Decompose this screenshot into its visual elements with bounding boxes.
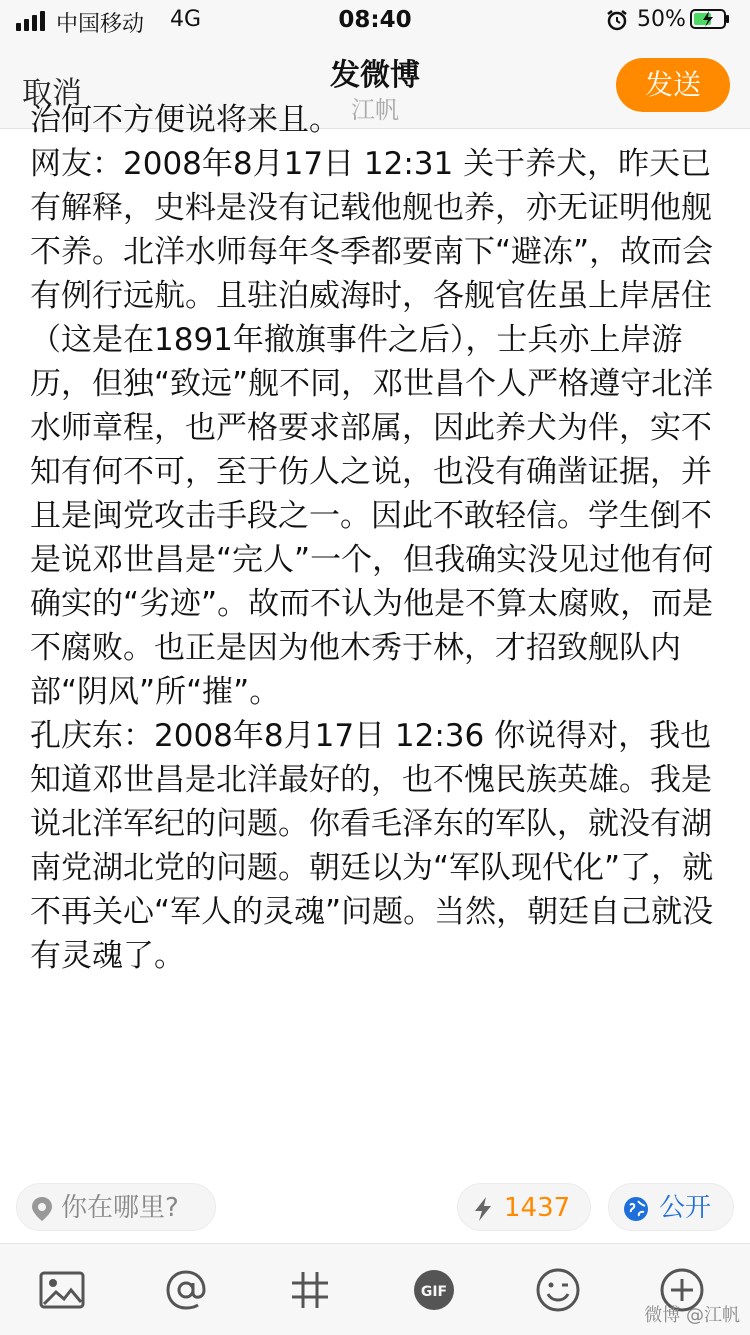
gif-icon[interactable] (410, 1266, 458, 1314)
send-button[interactable]: 发送 (616, 58, 730, 112)
status-bar (0, 0, 750, 40)
at-icon[interactable] (162, 1266, 210, 1314)
battery-percent: 50% (637, 7, 686, 32)
partial-line: 治何不方便说将来且。 (30, 102, 340, 138)
emoji-icon[interactable] (534, 1266, 582, 1314)
page-title: 发微博 (330, 58, 420, 93)
status-time: 08:40 (338, 7, 412, 33)
weibo-watermark: 微博 @江帆 (644, 1305, 740, 1326)
character-count: 1437 (504, 1193, 571, 1223)
battery-charging-icon (690, 9, 730, 29)
hashtag-icon[interactable] (286, 1266, 334, 1314)
compose-toolbar (0, 1243, 750, 1335)
visibility-chip[interactable] (608, 1183, 734, 1231)
carrier-name: 中国移动 (56, 12, 145, 37)
lightning-icon (472, 1196, 494, 1222)
visibility-label: 公开 (659, 1193, 712, 1223)
alarm-icon (605, 8, 629, 32)
location-chip[interactable] (16, 1183, 216, 1231)
svg-text:GIF: GIF (420, 1284, 448, 1300)
network-type: 4G (170, 7, 202, 32)
text-paragraph: 孔庆东：2008年8月17日 12:36 你说得对，我也知道邓世昌是北洋最好的，也不愧民族英雄。我是说北洋军纪的问题。你看毛泽东的军队，就没有湖南党湖北党的问题。朝廷以为“军队现代化”了，就不再关心“军人的灵魂”问题。当然，朝廷自己就没有灵魂了。 (30, 718, 714, 974)
character-count-chip[interactable] (457, 1183, 591, 1231)
cancel-button[interactable]: 取消 (22, 76, 82, 111)
account-name: 江帆 (351, 96, 399, 124)
image-icon[interactable] (38, 1266, 86, 1314)
text-paragraph: 网友：2008年8月17日 12:31 关于养犬，昨天已有解释，史料是没有记载他舰也养，亦无证明他舰不养。北洋水师每年冬季都要南下“避冻”，故而会有例行远航。且驻泊威海时，各舰官佐虽上岸居住（这是在1891年撤旗事件之后），士兵亦上岸游历，但独“致远”舰不同，邓世昌个人严格遵守北洋水师章程，也严格要求部属，因此养犬为伴，实不知有何不可，至于伤人之说，也没有确凿证据，并且是闽党攻击手段之一。因此不敢轻信。学生倒不是说邓世昌是“完人”一个，但我确实没见过他有何确实的“劣迹”。故而不认为他是不算太腐败，而是不腐败。也正是因为他木秀于林，才招致舰队内部“阴风”所“摧”。 (30, 146, 714, 710)
location-pin-icon (31, 1196, 53, 1222)
location-placeholder: 你在哪里? (61, 1193, 179, 1223)
globe-icon (623, 1196, 649, 1222)
